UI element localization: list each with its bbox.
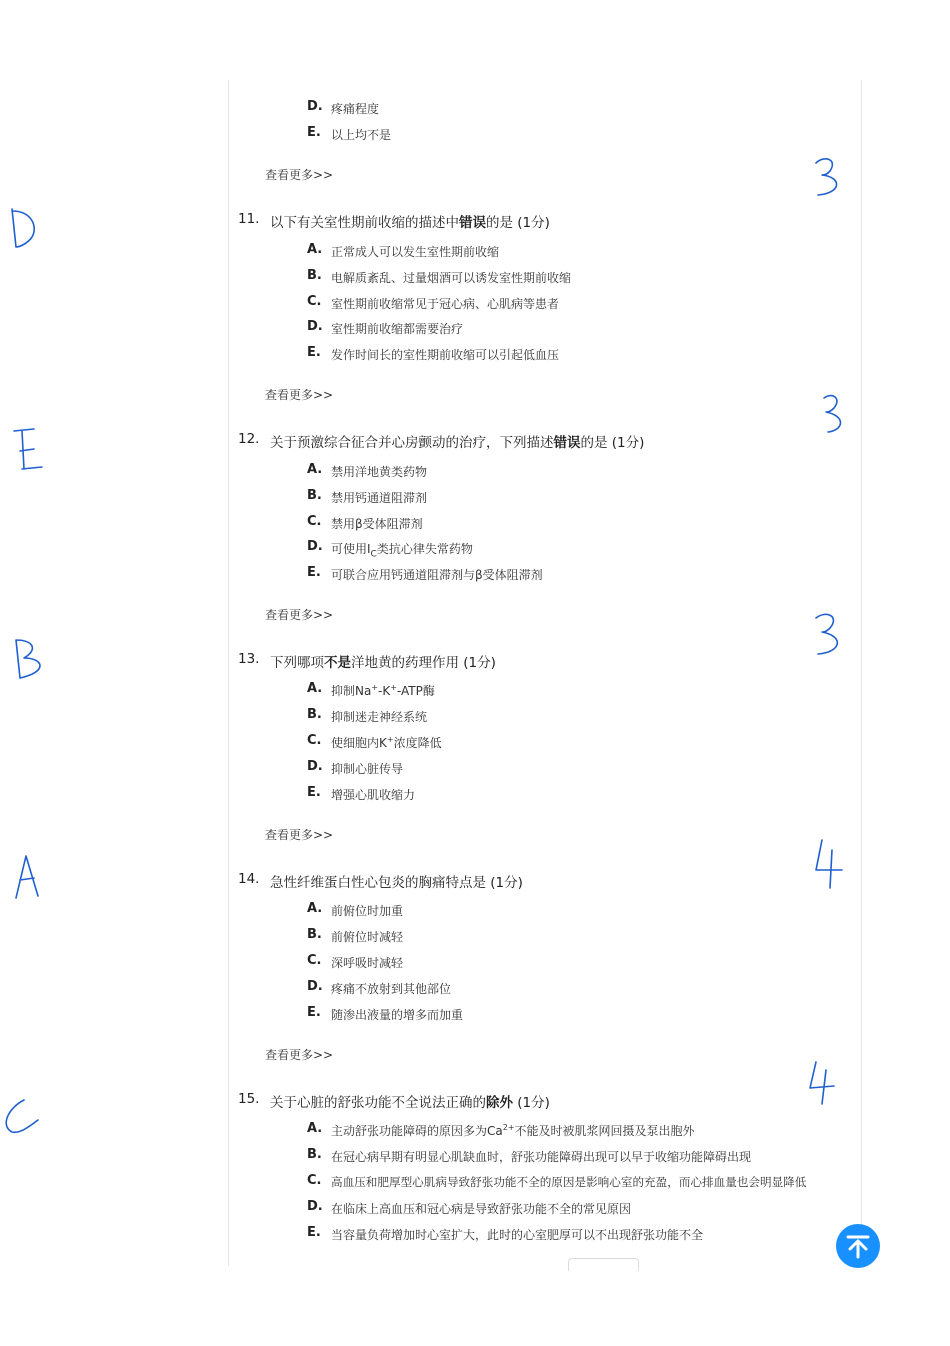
handwritten-answer-c bbox=[0, 1096, 44, 1136]
q12-option-b-text[interactable]: 禁用钙通道阻滞剂 bbox=[331, 491, 428, 505]
q12-option-e-text[interactable]: 可联合应用钙通道阻滞剂与β受体阻滞剂 bbox=[331, 568, 543, 582]
q12-option-a-letter: A. bbox=[307, 462, 323, 477]
q11-option-e-letter: E. bbox=[307, 345, 321, 360]
q11-option-a-letter: A. bbox=[307, 242, 323, 257]
back-to-top-button[interactable] bbox=[836, 1224, 880, 1268]
q15-option-b-letter: B. bbox=[307, 1147, 322, 1162]
q14-option-b-text[interactable]: 前俯位时减轻 bbox=[331, 930, 404, 944]
pagination-tab[interactable] bbox=[568, 1258, 639, 1271]
q15-option-e-text[interactable]: 当容量负荷增加时心室扩大，此时的心室肥厚可以不出现舒张功能不全 bbox=[331, 1228, 704, 1242]
handwritten-answer-b bbox=[8, 636, 48, 682]
q11-question-text: 以下有关室性期前收缩的描述中错误的是 (1分) bbox=[270, 215, 550, 231]
q13-option-e-letter: E. bbox=[307, 785, 321, 800]
q14-option-a-letter: A. bbox=[307, 901, 323, 916]
q15-option-a-text[interactable]: 主动舒张功能障碍的原因多为$Ca^{2+}$不能及时被肌浆网回摄及泵出胞外 bbox=[331, 1123, 695, 1138]
handwritten-score-4 bbox=[806, 1058, 840, 1108]
q12-option-a-text[interactable]: 禁用洋地黄类药物 bbox=[331, 465, 428, 479]
q12-question-text: 关于预激综合征合并心房颤动的治疗，下列描述错误的是 (1分) bbox=[270, 435, 645, 451]
q13-option-a-text[interactable]: 抑制Na+-K+-ATP酶 bbox=[331, 683, 435, 698]
q14-view-more-link[interactable]: 查看更多>> bbox=[265, 1048, 334, 1062]
q14-option-e-letter: E. bbox=[307, 1005, 321, 1020]
q14-number: 14. bbox=[238, 871, 260, 887]
handwritten-score-3 bbox=[820, 392, 848, 436]
q12-number: 12. bbox=[238, 431, 260, 447]
q13-option-a-letter: A. bbox=[307, 681, 323, 696]
q11-option-e-text[interactable]: 发作时间长的室性期前收缩可以引起低血压 bbox=[331, 348, 560, 362]
q14-option-d-letter: D. bbox=[307, 979, 323, 994]
q14-question-text: 急性纤维蛋白性心包炎的胸痛特点是 (1分) bbox=[270, 875, 523, 891]
q11-view-more-link[interactable]: 查看更多>> bbox=[265, 388, 334, 402]
q12-option-e-letter: E. bbox=[307, 565, 321, 580]
q15-option-a-letter: A. bbox=[307, 1121, 323, 1136]
q12-option-d-text[interactable]: 可使用$Ⅰ_C$类抗心律失常药物 bbox=[331, 542, 473, 560]
q15-option-e-letter: E. bbox=[307, 1225, 321, 1240]
q11-option-b-text[interactable]: 电解质紊乱、过量烟酒可以诱发室性期前收缩 bbox=[331, 271, 572, 285]
handwritten-score-4 bbox=[812, 836, 848, 892]
handwritten-score-3 bbox=[812, 610, 846, 660]
q10-option-d-letter: D. bbox=[307, 99, 323, 114]
q13-number: 13. bbox=[238, 651, 260, 667]
q11-option-d-letter: D. bbox=[307, 319, 323, 334]
q10-view-more-link[interactable]: 查看更多>> bbox=[265, 168, 334, 182]
q12-option-b-letter: B. bbox=[307, 488, 322, 503]
q15-option-b-text[interactable]: 在冠心病早期有明显心肌缺血时，舒张功能障碍出现可以早于收缩功能障碍出现 bbox=[331, 1150, 752, 1164]
q14-option-e-text[interactable]: 随渗出液量的增多而加重 bbox=[331, 1008, 464, 1022]
q10-option-d-text[interactable]: 疼痛程度 bbox=[331, 102, 380, 116]
q12-option-d-letter: D. bbox=[307, 539, 323, 554]
q15-option-d-letter: D. bbox=[307, 1199, 323, 1214]
q15-option-c-letter: C. bbox=[307, 1173, 322, 1188]
q10-option-e-text[interactable]: 以上均不是 bbox=[331, 128, 392, 142]
q11-option-a-text[interactable]: 正常成人可以发生室性期前收缩 bbox=[331, 245, 500, 259]
q10-option-e-letter: E. bbox=[307, 125, 321, 140]
q11-option-c-letter: C. bbox=[307, 294, 322, 309]
q13-view-more-link[interactable]: 查看更多>> bbox=[265, 828, 334, 842]
q12-view-more-link[interactable]: 查看更多>> bbox=[265, 608, 334, 622]
q11-option-b-letter: B. bbox=[307, 268, 322, 283]
q13-option-b-letter: B. bbox=[307, 707, 322, 722]
q15-option-d-text[interactable]: 在临床上高血压和冠心病是导致舒张功能不全的常见原因 bbox=[331, 1202, 632, 1216]
q13-question-text: 下列哪项不是洋地黄的药理作用 (1分) bbox=[270, 655, 496, 671]
q11-option-c-text[interactable]: 室性期前收缩常见于冠心病、心肌病等患者 bbox=[331, 297, 560, 311]
q14-option-b-letter: B. bbox=[307, 927, 322, 942]
q14-option-c-letter: C. bbox=[307, 953, 322, 968]
arrow-up-icon bbox=[836, 1224, 880, 1268]
q15-number: 15. bbox=[238, 1091, 260, 1107]
q13-option-c-letter: C. bbox=[307, 733, 322, 748]
q14-option-a-text[interactable]: 前俯位时加重 bbox=[331, 904, 404, 918]
q13-option-c-text[interactable]: 使细胞内K+浓度降低 bbox=[331, 735, 442, 750]
q14-option-c-text[interactable]: 深呼吸时减轻 bbox=[331, 956, 404, 970]
handwritten-answer-d bbox=[8, 205, 40, 251]
q13-option-d-letter: D. bbox=[307, 759, 323, 774]
q14-option-d-text[interactable]: 疼痛不放射到其他部位 bbox=[331, 982, 452, 996]
q15-question-text: 关于心脏的舒张功能不全说法正确的除外 (1分) bbox=[270, 1095, 550, 1111]
q12-option-c-letter: C. bbox=[307, 514, 322, 529]
q11-option-d-text[interactable]: 室性期前收缩都需要治疗 bbox=[331, 322, 464, 336]
q11-number: 11. bbox=[238, 211, 260, 227]
question-panel bbox=[228, 80, 862, 1266]
q13-option-b-text[interactable]: 抑制迷走神经系统 bbox=[331, 710, 428, 724]
q15-option-c-text[interactable]: 高血压和肥厚型心肌病导致舒张功能不全的原因是影响心室的充盈，而心排血量也会明显降低 bbox=[331, 1175, 807, 1189]
handwritten-answer-e bbox=[8, 425, 44, 475]
q13-option-e-text[interactable]: 增强心肌收缩力 bbox=[331, 788, 416, 802]
q12-option-c-text[interactable]: 禁用β受体阻滞剂 bbox=[331, 517, 423, 531]
handwritten-answer-a bbox=[10, 852, 46, 902]
handwritten-score-3 bbox=[812, 155, 844, 201]
q13-option-d-text[interactable]: 抑制心脏传导 bbox=[331, 762, 404, 776]
